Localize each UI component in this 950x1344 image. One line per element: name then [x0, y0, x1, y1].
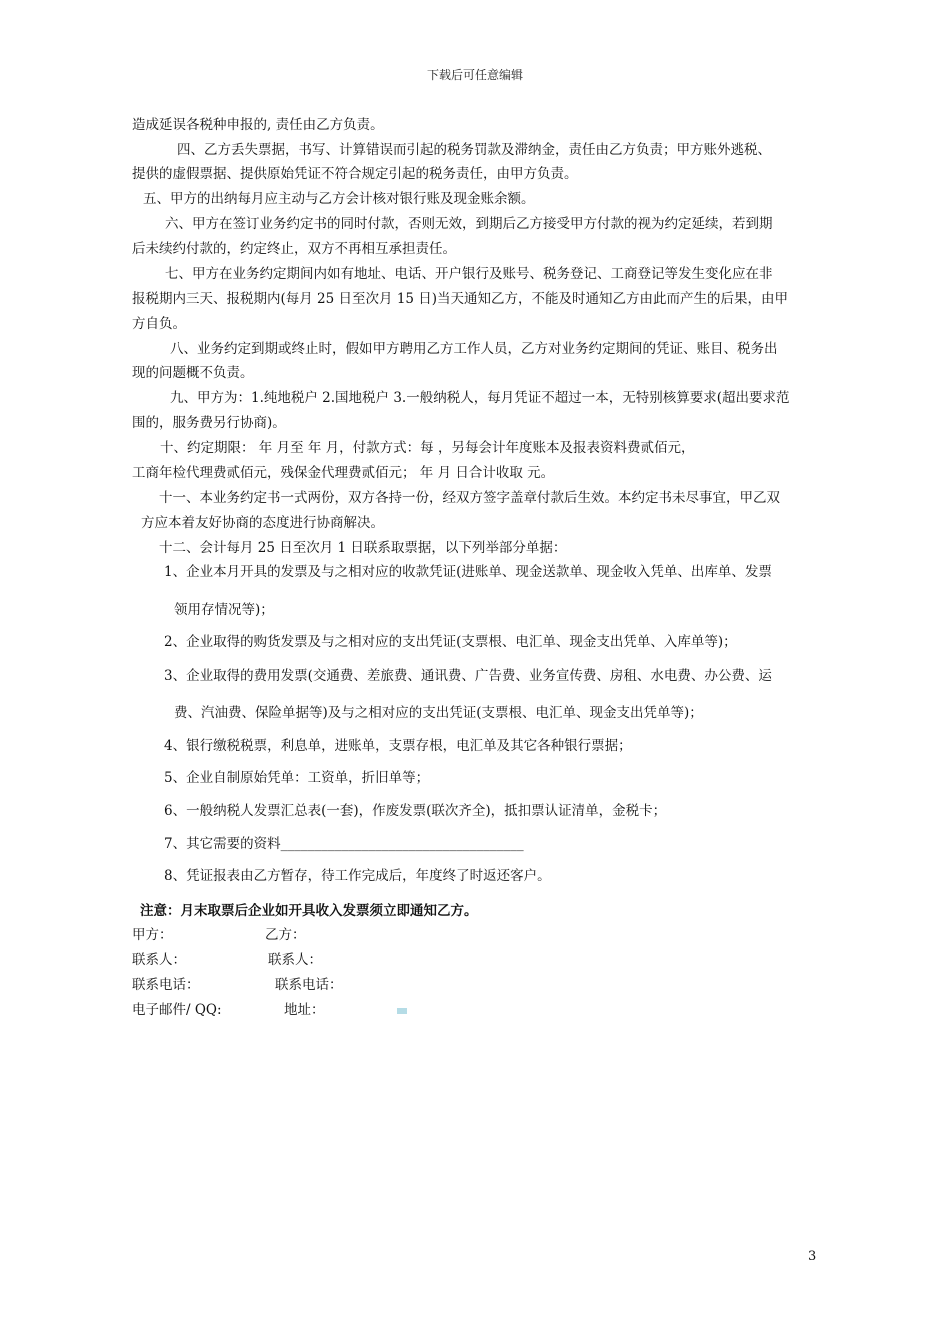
paragraph-line: 六、甲方在签订业务约定书的同时付款，否则无效，到期后乙方接受甲方付款的视为约定延续，若到期 — [165, 216, 773, 232]
text-cursor-mark — [397, 1008, 407, 1014]
list-item: 8、凭证报表由乙方暂存，待工作完成后，年度终了时返还客户。 — [164, 868, 551, 884]
list-item: 3、企业取得的费用发票(交通费、差旅费、通讯费、广告费、业务宣传费、房租、水电费、办公费、运 — [164, 668, 772, 684]
page-number: 3 — [808, 1249, 817, 1264]
list-item: 领用存情况等)； — [174, 602, 274, 618]
email-a-label: 电子邮件/ QQ: — [132, 1002, 222, 1018]
party-b-label: 乙方： — [265, 927, 306, 943]
contact-b-label: 联系人： — [268, 952, 322, 968]
paragraph-line: 十一、本业务约定书一式两份，双方各持一份，经双方签字盖章付款后生效。本约定书未尽事宜，甲乙双 — [159, 490, 780, 506]
paragraph-line: 十、约定期限： 年 月至 年 月，付款方式：每 ，另每会计年度账本及报表资料费贰佰元， — [160, 440, 695, 456]
paragraph-line: 八、业务约定到期或终止时，假如甲方聘用乙方工作人员，乙方对业务约定期间的凭证、账目、税务出 — [170, 341, 778, 357]
paragraph-line: 现的问题概不负责。 — [132, 365, 254, 381]
paragraph-line: 方自负。 — [132, 316, 186, 332]
paragraph-line: 围的，服务费另行协商)。 — [132, 415, 286, 431]
page-header: 下载后可任意编辑 — [426, 68, 523, 82]
paragraph-line: 后未续约付款的，约定终止，双方不再相互承担责任。 — [132, 241, 456, 257]
list-item: 2、企业取得的购货发票及与之相对应的支出凭证(支票根、电汇单、现金支出凭单、入库单等)； — [164, 634, 737, 650]
address-b-label: 地址： — [284, 1002, 325, 1018]
paragraph-line: 五、甲方的出纳每月应主动与乙方会计核对银行账及现金账余额。 — [143, 191, 535, 207]
list-item: 6、一般纳税人发票汇总表(一套)，作废发票(联次齐全)，抵扣票认证清单，金税卡； — [164, 803, 667, 819]
list-item: 5、企业自制原始凭单：工资单，折旧单等； — [164, 770, 430, 786]
paragraph-line: 工商年检代理费贰佰元，残保金代理费贰佰元； 年 月 日合计收取 元。 — [132, 465, 555, 481]
notice-text: 注意：月末取票后企业如开具收入发票须立即通知乙方。 — [140, 903, 478, 919]
paragraph-line: 方应本着友好协商的态度进行协商解决。 — [141, 515, 384, 531]
paragraph-line: 七、甲方在业务约定期间内如有地址、电话、开户银行及账号、税务登记、工商登记等发生变化应在非 — [165, 266, 773, 282]
list-item: 7、其它需要的资料____________________________________ — [164, 836, 524, 852]
party-a-label: 甲方： — [132, 927, 173, 943]
paragraph-line: 四、乙方丢失票据，书写、计算错误而引起的税务罚款及滞纳金，责任由乙方负责；甲方账外逃税、 — [177, 142, 771, 158]
phone-a-label: 联系电话： — [132, 977, 200, 993]
contact-a-label: 联系人： — [132, 952, 186, 968]
list-item: 4、银行缴税税票，利息单，进账单，支票存根，电汇单及其它各种银行票据； — [164, 738, 632, 754]
paragraph-line: 造成延误各税种申报的, 责任由乙方负责。 — [132, 117, 384, 133]
list-item: 1、企业本月开具的发票及与之相对应的收款凭证(进账单、现金送款单、现金收入凭单、出库单、发票 — [164, 564, 772, 580]
paragraph-line: 十二、会计每月 25 日至次月 1 日联系取票据，以下列举部分单据： — [159, 540, 567, 556]
paragraph-line: 九、甲方为：1.纯地税户 2.国地税户 3.一般纳税人，每月凭证不超过一本，无特别核算要求(超出要求范 — [170, 390, 790, 406]
phone-b-label: 联系电话： — [275, 977, 343, 993]
paragraph-line: 提供的虚假票据、提供原始凭证不符合规定引起的税务责任，由甲方负责。 — [132, 166, 578, 182]
paragraph-line: 报税期内三天、报税期内(每月 25 日至次月 15 日)当天通知乙方，不能及时通知乙方由此而产生的后果，由甲 — [132, 291, 789, 307]
list-item: 费、汽油费、保险单据等)及与之相对应的支出凭证(支票根、电汇单、现金支出凭单等)； — [174, 705, 703, 721]
